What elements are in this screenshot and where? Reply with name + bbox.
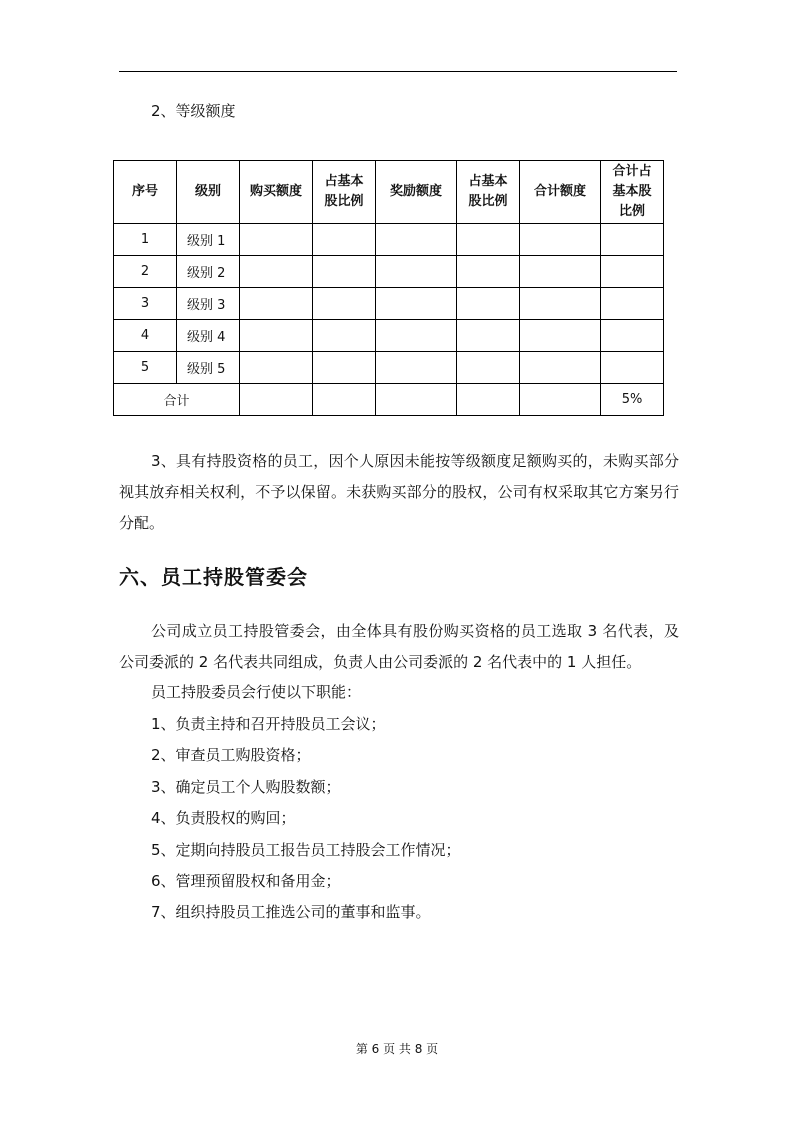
row-level: 级别 4 [177, 320, 240, 352]
duties-intro: 员工持股委员会行使以下职能： [151, 683, 362, 701]
paragraph-unpurchased-shares: 3、具有持股资格的员工，因个人原因未能按等级额度足额购买的，未购买部分视其放弃相关权利，不予以保留。未获购买部分的股权，公司有权采取其它方案另行分配。 [119, 452, 679, 532]
table-header-row [114, 161, 664, 224]
empty-cell [240, 352, 313, 384]
empty-cell [457, 256, 520, 288]
row-no: 3 [114, 288, 177, 320]
empty-cell [313, 352, 376, 384]
empty-cell [376, 384, 457, 416]
empty-cell [601, 352, 664, 384]
row-level: 级别 1 [177, 224, 240, 256]
table-row [114, 224, 664, 256]
total-label: 合计 [114, 384, 240, 416]
empty-cell [313, 320, 376, 352]
row-no: 2 [114, 256, 177, 288]
header-cell-purchase-ratio: 占基本股比例 [313, 161, 376, 224]
empty-cell [457, 320, 520, 352]
empty-cell [520, 288, 601, 320]
empty-cell [601, 288, 664, 320]
row-level: 级别 3 [177, 288, 240, 320]
empty-cell [240, 256, 313, 288]
empty-cell [376, 288, 457, 320]
row-level: 级别 2 [177, 256, 240, 288]
table-row [114, 256, 664, 288]
header-cell-total-quota: 合计额度 [520, 161, 601, 224]
duty-item: 4、负责股权的购回； [151, 809, 296, 827]
grade-quota-table [113, 160, 664, 416]
total-ratio: 5% [601, 384, 664, 416]
empty-cell [520, 224, 601, 256]
page-footer: 第 6 页 共 8 页 [355, 1042, 439, 1056]
header-cell-reward-ratio: 占基本股比例 [457, 161, 520, 224]
empty-cell [457, 224, 520, 256]
table-row [114, 288, 664, 320]
empty-cell [240, 224, 313, 256]
empty-cell [601, 320, 664, 352]
subsection-title: 2、等级额度 [151, 102, 236, 120]
duty-item: 7、组织持股员工推选公司的董事和监事。 [151, 903, 431, 921]
empty-cell [520, 320, 601, 352]
empty-cell [376, 352, 457, 384]
header-cell-reward-quota: 奖励额度 [376, 161, 457, 224]
section-heading: 六、员工持股管委会 [119, 565, 308, 589]
duty-item: 2、审查员工购股资格； [151, 746, 311, 764]
empty-cell [520, 352, 601, 384]
header-cell-level: 级别 [177, 161, 240, 224]
duty-item: 6、管理预留股权和备用金； [151, 872, 341, 890]
table-row [114, 352, 664, 384]
empty-cell [240, 384, 313, 416]
header-rule [119, 71, 677, 72]
empty-cell [313, 256, 376, 288]
table-row [114, 320, 664, 352]
empty-cell [601, 256, 664, 288]
duty-item: 1、负责主持和召开持股员工会议； [151, 715, 386, 733]
paragraph-committee-intro: 公司成立员工持股管委会，由全体具有股份购买资格的员工选取 3 名代表，及公司委派的 2 名代表共同组成，负责人由公司委派的 2 名代表中的 1 人担任。 [119, 622, 679, 671]
empty-cell [240, 320, 313, 352]
row-no: 1 [114, 224, 177, 256]
header-cell-no: 序号 [114, 161, 177, 224]
row-level: 级别 5 [177, 352, 240, 384]
empty-cell [457, 352, 520, 384]
row-no: 4 [114, 320, 177, 352]
empty-cell [520, 384, 601, 416]
empty-cell [376, 224, 457, 256]
table-total-row [114, 384, 664, 416]
empty-cell [520, 256, 601, 288]
empty-cell [457, 384, 520, 416]
empty-cell [376, 256, 457, 288]
duty-item: 3、确定员工个人购股数额； [151, 778, 341, 796]
empty-cell [313, 224, 376, 256]
empty-cell [601, 224, 664, 256]
empty-cell [313, 384, 376, 416]
duty-item: 5、定期向持股员工报告员工持股会工作情况； [151, 841, 461, 859]
header-cell-purchase-quota: 购买额度 [240, 161, 313, 224]
empty-cell [240, 288, 313, 320]
header-cell-total-ratio: 合计占基本股比例 [601, 161, 664, 224]
empty-cell [376, 320, 457, 352]
row-no: 5 [114, 352, 177, 384]
empty-cell [457, 288, 520, 320]
empty-cell [313, 288, 376, 320]
